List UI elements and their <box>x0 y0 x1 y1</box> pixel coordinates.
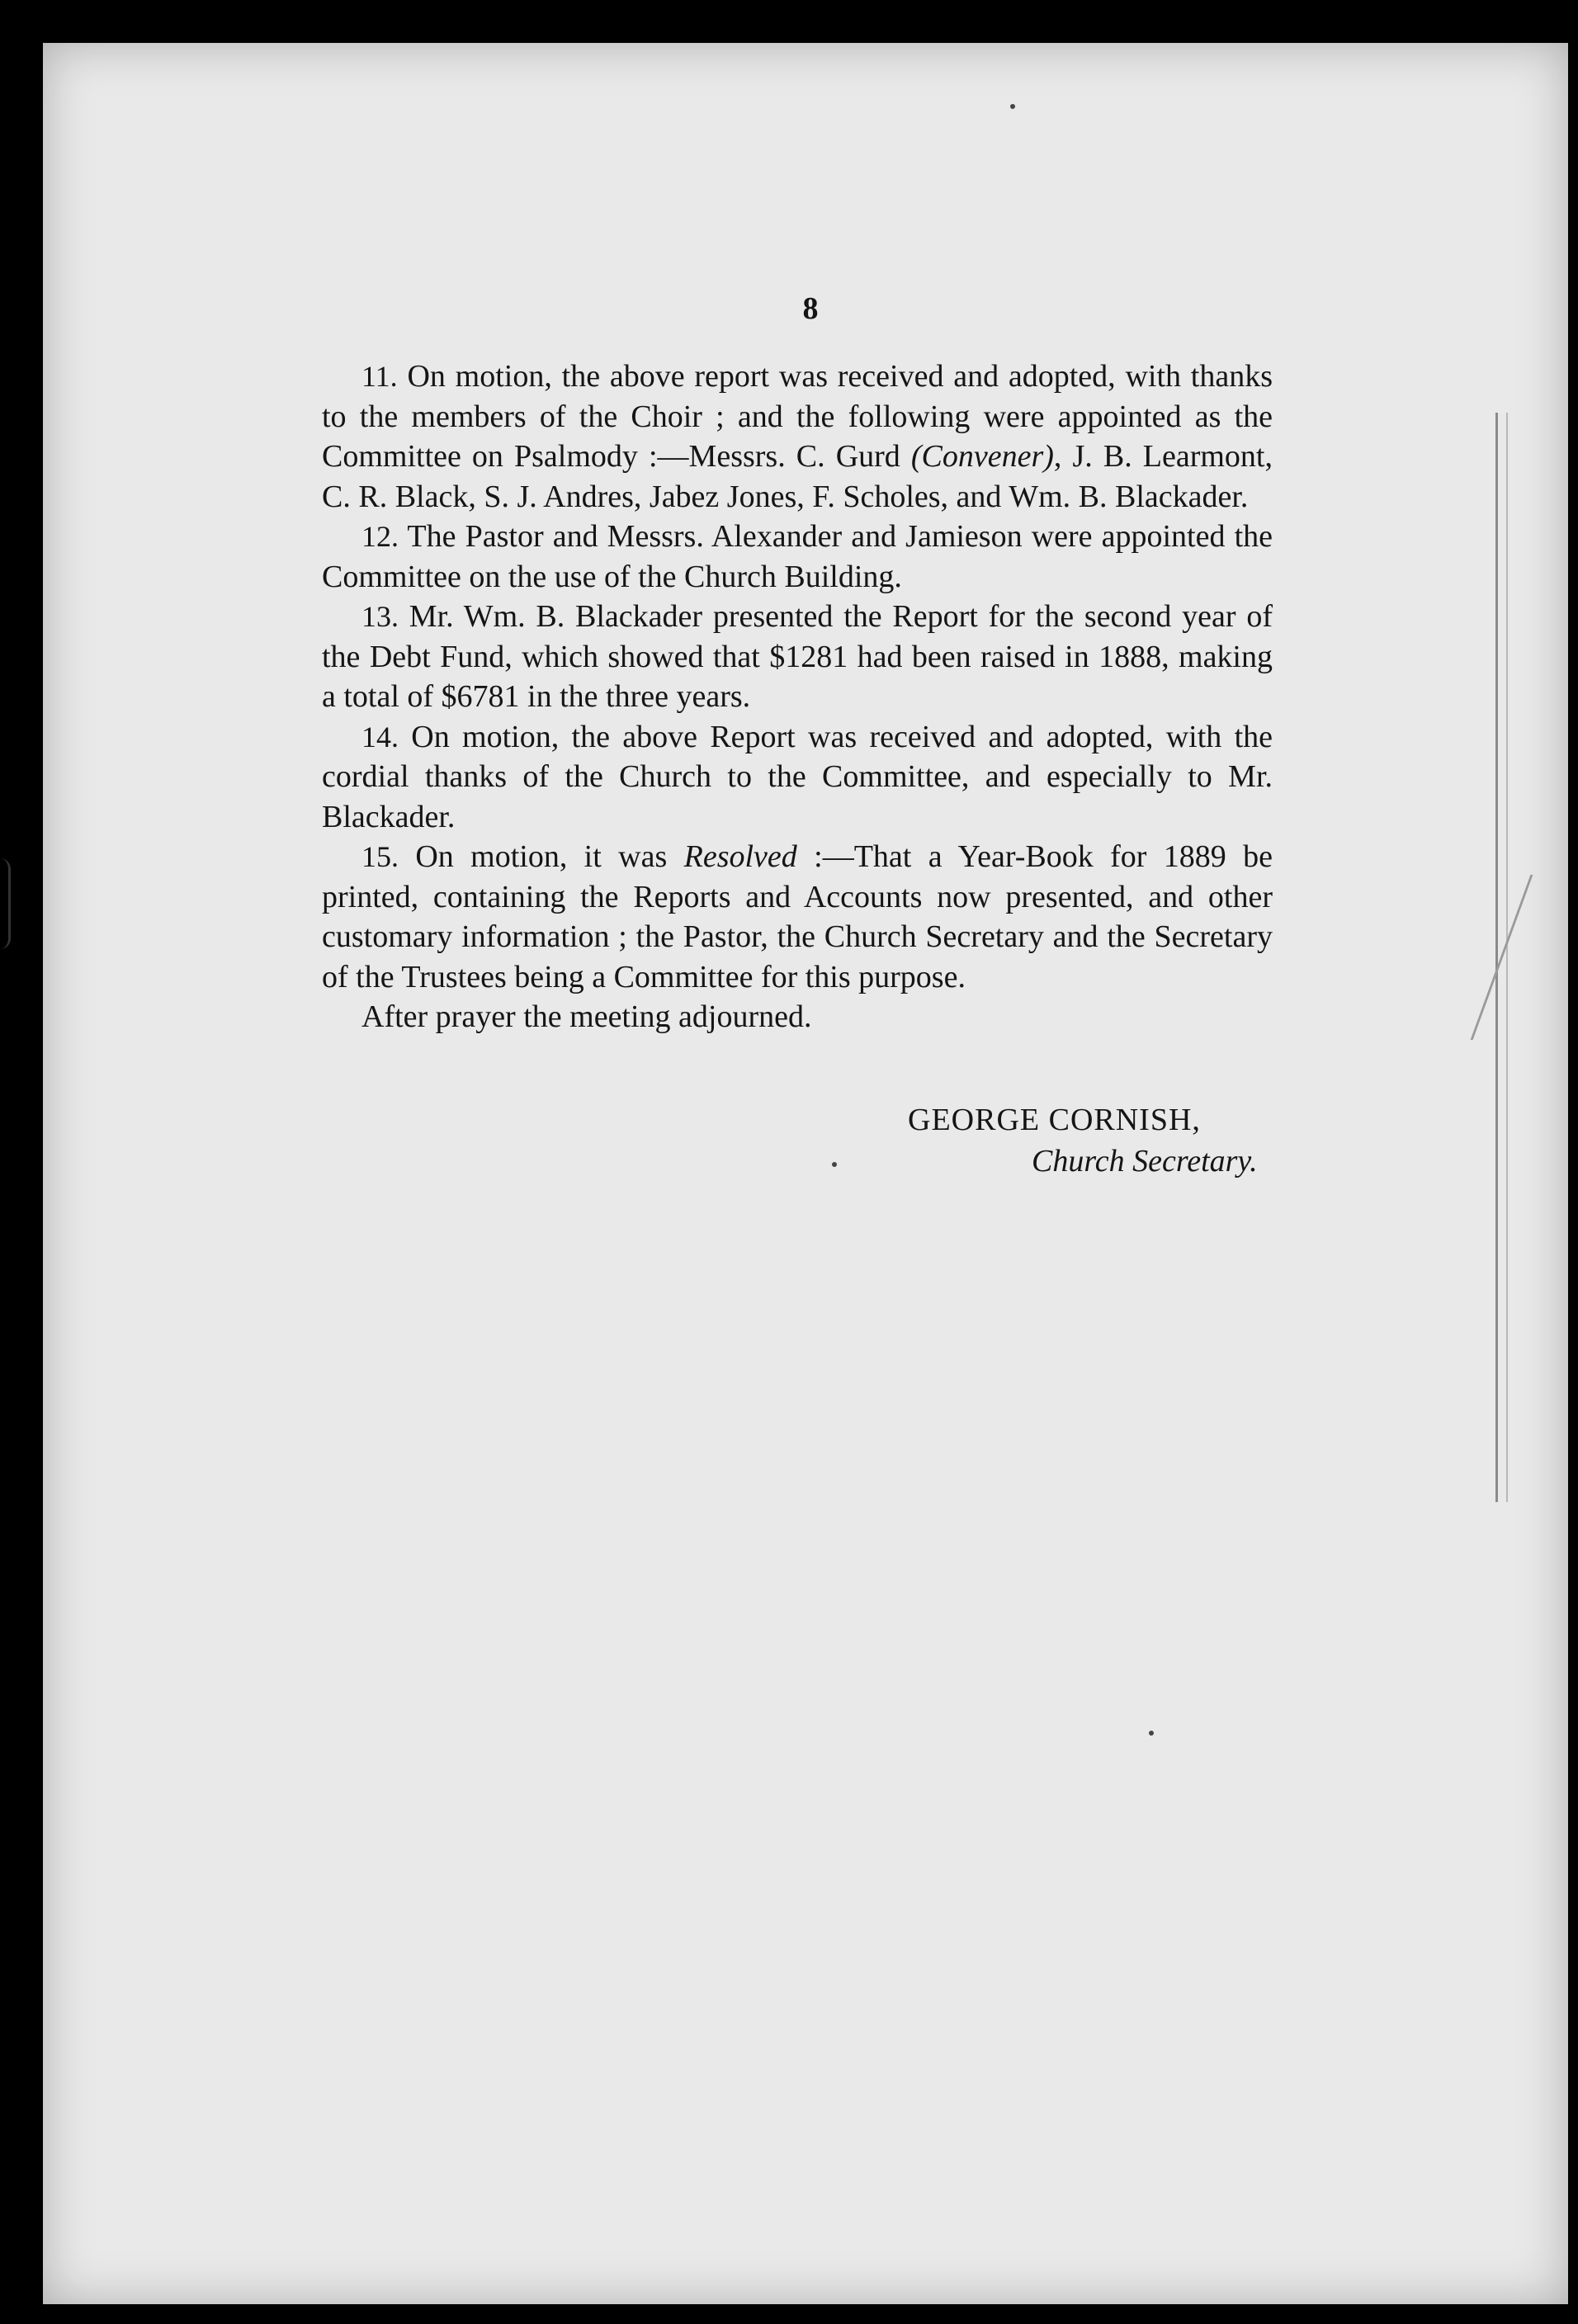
minute-item-13 <box>322 597 1273 717</box>
minute-item-11 <box>322 357 1273 517</box>
scan-speck <box>832 1162 837 1167</box>
item-text: On motion, the above report was received and adopted, with thanks to the members of the Choir ; and the following were appointed as the Committee on Psalmody :—Messrs. C. Gurd <box>322 359 1273 474</box>
closing-line: After prayer the meeting adjourned. <box>361 999 812 1034</box>
scan-speck <box>1010 104 1015 109</box>
item-text-continued: :—That a Year-Book for 1889 be printed, containing the Reports and Accounts now presented, and other customary information ; the Pastor, the Church Secretary and the Secretary of the Trustees being a Committee for this purpose. <box>322 839 1273 994</box>
item-number: 12. <box>361 520 399 553</box>
document-body <box>322 289 1273 1037</box>
item-number: 13. <box>361 600 399 633</box>
signature-block <box>322 1099 1273 1182</box>
item-text-continued: , J. B. Learmont, C. R. Black, S. J. Andres, Jabez Jones, F. Scholes, and Wm. B. Blackader. <box>322 439 1273 514</box>
page-edge-mark <box>0 858 11 949</box>
item-number: 11. <box>361 360 398 393</box>
item-text: Mr. Wm. B. Blackader presented the Report for the second year of the Debt Fund, which showed that $1281 had been raised in 1888, making a total of $6781 in the three years. <box>322 599 1273 714</box>
scan-speck <box>1149 1731 1154 1736</box>
page-number: 8 <box>802 291 819 326</box>
minute-item-12 <box>322 517 1273 597</box>
item-italic-text: (Convener) <box>910 439 1054 474</box>
signature-title: Church Secretary. <box>1032 1144 1258 1179</box>
minute-item-15 <box>322 837 1273 997</box>
item-text: On motion, it was <box>399 839 684 874</box>
minute-item-14 <box>322 717 1273 838</box>
item-number: 14. <box>361 720 399 753</box>
signature-name: GEORGE CORNISH, <box>908 1103 1201 1137</box>
item-text: The Pastor and Messrs. Alexander and Jamieson were appointed the Committee on the use of the Church Building. <box>322 519 1273 594</box>
item-number: 15. <box>361 840 399 873</box>
item-italic-text: Resolved <box>683 839 797 874</box>
item-text: On motion, the above Report was received and adopted, with the cordial thanks of the Church to the Committee, and especially to Mr. Blackader. <box>322 719 1273 834</box>
